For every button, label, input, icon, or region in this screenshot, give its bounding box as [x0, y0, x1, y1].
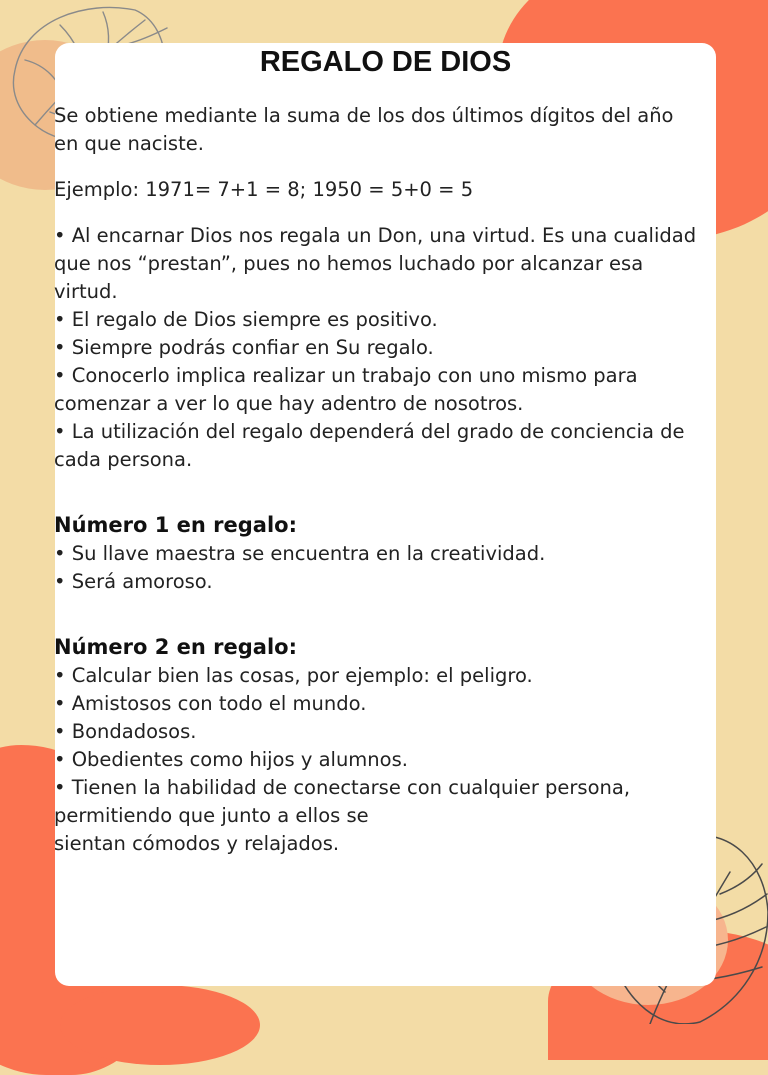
section2-point: sientan cómodos y relajados. — [54, 832, 340, 855]
page-title: REGALO DE DIOS — [259, 46, 512, 78]
example-text: Ejemplo: 1971= 7+1 = 8; 1950 = 5+0 = 5 — [54, 178, 474, 201]
section1-heading: Número 1 en regalo: — [54, 513, 297, 537]
section2-point: • Calcular bien las cosas, por ejemplo: el peligro. — [54, 664, 533, 687]
section2-point: • Obedientes como hijos y alumnos. — [54, 748, 408, 771]
decorative-blob-bottom-left-2 — [60, 985, 260, 1065]
general-point: • La utilización del regalo dependerá del grado de conciencia de cada persona. — [54, 420, 685, 471]
section1-point: • Su llave maestra se encuentra en la creatividad. — [54, 542, 546, 565]
section1-point: • Será amoroso. — [54, 570, 213, 593]
section2-point: • Tienen la habilidad de conectarse con cualquier persona, permitiendo que junto a ellos se — [54, 776, 631, 827]
general-point: • Al encarnar Dios nos regala un Don, una virtud. Es una cualidad que nos “prestan”, pues no hemos luchado por alcanzar esa virtud. — [54, 224, 697, 303]
section2-point: • Bondadosos. — [54, 720, 197, 743]
general-point: • Conocerlo implica realizar un trabajo con uno mismo para comenzar a ver lo que hay adentro de nosotros. — [54, 364, 638, 415]
section2-heading: Número 2 en regalo: — [54, 635, 297, 659]
content-body — [54, 102, 704, 858]
general-point: • El regalo de Dios siempre es positivo. — [54, 308, 438, 331]
general-point: • Siempre podrás confiar en Su regalo. — [54, 336, 434, 359]
intro-text: Se obtiene mediante la suma de los dos últimos dígitos del año en que naciste. — [54, 104, 674, 155]
section2-point: • Amistosos con todo el mundo. — [54, 692, 367, 715]
